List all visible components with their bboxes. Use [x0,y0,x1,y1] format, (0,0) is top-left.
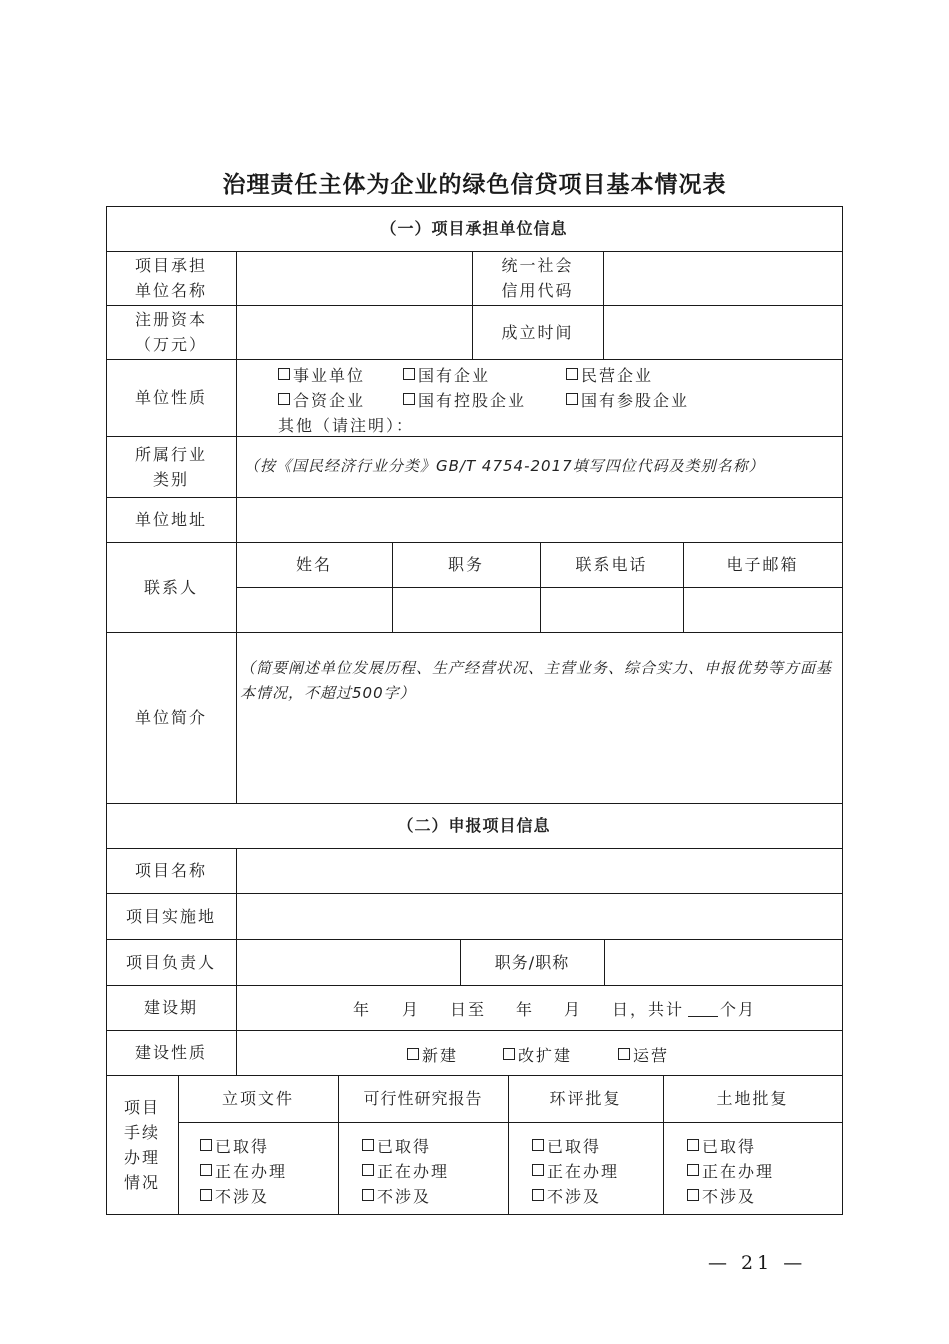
location-label: 项目实施地 [125,906,216,926]
period-day-2: 日，共计 [612,1000,685,1019]
period-label: 建设期 [143,998,198,1017]
established-label: 成立时间 [501,322,574,342]
build-type-expansion[interactable]: 改扩建 [503,1043,572,1066]
capital-label: 注册资本 （万元） [134,310,207,354]
unit-name-label: 项目承担 单位名称 [134,256,207,300]
checkbox-icon [566,368,578,380]
blank-line [688,1002,718,1017]
checkbox-icon [566,393,578,405]
project-name-field[interactable] [236,848,842,893]
page-title: 治理责任主体为企业的绿色信贷项目基本情况表 [222,171,727,198]
nature-option-state-owned[interactable]: 国有企业 [403,363,490,386]
industry-note: （按《国民经济行业分类》GB/T 4754-2017填写四位代码及类别名称） [244,457,765,475]
industry-label: 所属行业 类别 [134,444,207,489]
title-field[interactable] [604,939,842,985]
address-label: 单位地址 [134,510,207,529]
land-not-applicable[interactable]: 不涉及 [687,1184,756,1207]
page-number: — 21 — [708,1252,807,1274]
contact-header-name: 姓名 [295,555,332,574]
procedure-label: 项目 手续 办理 情况 [123,1097,160,1192]
contact-label: 联系人 [143,577,198,597]
section-header-unit-info: （一）项目承担单位信息 [380,219,568,238]
checkbox-icon [687,1139,699,1151]
checkbox-icon [618,1048,630,1060]
checkbox-icon [687,1189,699,1201]
checkbox-icon [407,1048,419,1060]
nature-option-joint-venture[interactable]: 合资企业 [278,388,365,411]
checkbox-icon [278,368,290,380]
title-label: 职务/职称 [494,952,570,972]
contact-name-field[interactable] [236,587,392,632]
credit-code-label: 统一社会 信用代码 [501,256,574,300]
address-field[interactable] [236,497,842,542]
approval-not-applicable[interactable]: 不涉及 [200,1184,269,1207]
unit-name-field[interactable] [236,251,472,305]
intro-note[interactable]: （简要阐述单位发展历程、生产经营状况、主营业务、综合实力、申报优势等方面基本情况，不超过500字） [240,659,833,702]
period-year-2: 年 [516,1000,535,1019]
approval-obtained[interactable]: 已取得 [200,1134,269,1157]
eia-obtained[interactable]: 已取得 [532,1134,601,1157]
nature-option-other[interactable]: 其他（请注明）： [278,416,415,435]
feasibility-obtained[interactable]: 已取得 [362,1134,431,1157]
intro-label: 单位简介 [134,708,207,727]
approval-in-progress[interactable]: 正在办理 [200,1159,287,1182]
contact-header-position: 职务 [447,555,484,574]
eia-in-progress[interactable]: 正在办理 [532,1159,619,1182]
contact-email-field[interactable] [683,587,842,632]
nature-label: 单位性质 [134,388,207,407]
land-obtained[interactable]: 已取得 [687,1134,756,1157]
capital-field[interactable] [236,305,472,359]
build-type-label: 建设性质 [134,1043,207,1062]
procedure-header-approval: 立项文件 [221,1089,294,1108]
period-month-1: 月 [402,1000,421,1019]
build-type-new[interactable]: 新建 [407,1043,458,1066]
checkbox-icon [403,393,415,405]
checkbox-icon [687,1164,699,1176]
checkbox-icon [362,1139,374,1151]
checkbox-icon [278,393,290,405]
eia-not-applicable[interactable]: 不涉及 [532,1184,601,1207]
contact-phone-field[interactable] [540,587,683,632]
checkbox-icon [200,1189,212,1201]
checkbox-icon [532,1189,544,1201]
procedure-header-feasibility: 可行性研究报告 [363,1089,483,1108]
checkbox-icon [403,368,415,380]
checkbox-icon [200,1139,212,1151]
location-field[interactable] [236,893,842,939]
period-month-2: 月 [564,1000,583,1019]
project-name-label: 项目名称 [134,861,207,880]
nature-option-private[interactable]: 民营企业 [566,363,653,386]
contact-header-email: 电子邮箱 [726,555,799,574]
nature-option-state-holding[interactable]: 国有控股企业 [403,388,526,411]
feasibility-in-progress[interactable]: 正在办理 [362,1159,449,1182]
checkbox-icon [532,1164,544,1176]
build-type-operation[interactable]: 运营 [618,1043,669,1066]
nature-option-institution[interactable]: 事业单位 [278,363,365,386]
checkbox-icon [503,1048,515,1060]
credit-code-field[interactable] [603,251,842,305]
checkbox-icon [532,1139,544,1151]
contact-position-field[interactable] [392,587,540,632]
period-year-1: 年 [353,1000,372,1019]
period-day-1: 日至 [450,1000,487,1019]
feasibility-not-applicable[interactable]: 不涉及 [362,1184,431,1207]
established-field[interactable] [603,305,842,359]
leader-label: 项目负责人 [125,952,216,972]
section-header-project-info: （二）申报项目信息 [397,816,551,835]
procedure-header-land: 土地批复 [716,1089,789,1108]
contact-header-phone: 联系电话 [575,555,648,574]
leader-field[interactable] [236,939,460,985]
nature-option-state-share[interactable]: 国有参股企业 [566,388,689,411]
checkbox-icon [362,1164,374,1176]
land-in-progress[interactable]: 正在办理 [687,1159,774,1182]
procedure-header-eia: 环评批复 [549,1089,622,1108]
checkbox-icon [362,1189,374,1201]
checkbox-icon [200,1164,212,1176]
period-months-field[interactable]: 个月 [686,997,756,1020]
